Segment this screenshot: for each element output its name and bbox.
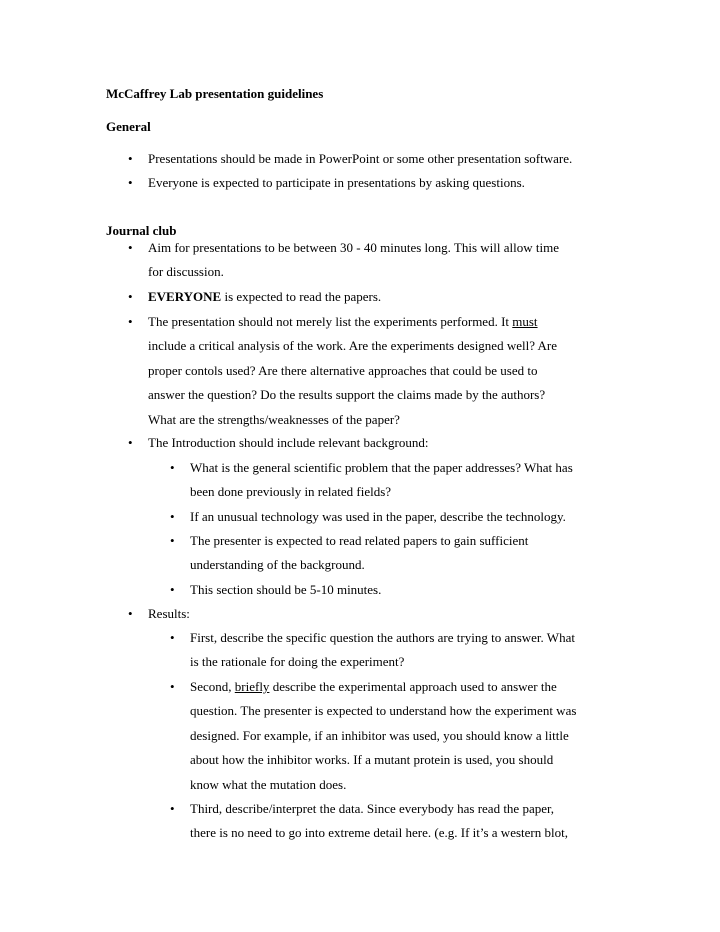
bullet-icon: • bbox=[170, 801, 175, 816]
underlined-text: must bbox=[512, 314, 538, 329]
bullet-icon: • bbox=[170, 533, 175, 548]
emphasis-text: EVERYONE bbox=[148, 289, 222, 304]
list-item-text: Everyone is expected to participate in presentations by asking questions. bbox=[148, 175, 525, 190]
list-item bbox=[128, 171, 628, 195]
list-item-text: describe the experimental approach used to answer the bbox=[269, 679, 557, 694]
list-item-text: The presentation should not merely list the experiments performed. It bbox=[148, 314, 513, 329]
list-item-line: know what the mutation does. bbox=[190, 776, 347, 792]
list-item bbox=[128, 310, 628, 432]
sub-list-item bbox=[170, 626, 630, 675]
list-item-line: understanding of the background. bbox=[190, 557, 365, 573]
bullet-icon: • bbox=[170, 630, 175, 645]
list-item-text: is expected to read the papers. bbox=[221, 289, 382, 304]
list-item bbox=[128, 236, 628, 285]
list-item-line: been done previously in related fields? bbox=[190, 484, 392, 500]
bullet-icon: • bbox=[170, 509, 175, 524]
list-item-line: include a critical analysis of the work. Are the experiments designed well? Are bbox=[148, 338, 557, 354]
list-item bbox=[128, 285, 628, 309]
list-item-line: for discussion. bbox=[148, 264, 224, 280]
list-item bbox=[128, 431, 628, 455]
sub-list-item bbox=[170, 578, 630, 602]
list-item-line: Aim for presentations to be between 30 - 40 minutes long. This will allow time bbox=[148, 240, 559, 255]
bullet-icon: • bbox=[128, 151, 133, 166]
sub-list-item bbox=[170, 505, 630, 529]
list-item-text: If an unusual technology was used in the paper, describe the technology. bbox=[190, 509, 566, 524]
list-item-text: This section should be 5-10 minutes. bbox=[190, 582, 382, 597]
sub-list-item bbox=[170, 529, 630, 578]
list-item-line: question. The presenter is expected to understand how the experiment was bbox=[190, 703, 577, 719]
underlined-text: briefly bbox=[234, 679, 270, 694]
list-item-line bbox=[190, 675, 630, 699]
list-item-text: The Introduction should include relevant background: bbox=[148, 435, 429, 450]
sub-list-item bbox=[170, 456, 630, 505]
list-item bbox=[128, 602, 628, 626]
bullet-icon: • bbox=[128, 606, 133, 621]
list-item-line: proper contols used? Are there alternative approaches that could be used to bbox=[148, 362, 538, 378]
list-item-line: about how the inhibitor works. If a mutant protein is used, you should bbox=[190, 752, 554, 768]
bullet-icon: • bbox=[128, 314, 133, 329]
bullet-icon: • bbox=[128, 175, 133, 190]
bullet-icon: • bbox=[170, 460, 175, 475]
list-item-line: is the rationale for doing the experiment? bbox=[190, 654, 405, 670]
list-item-text: Second, bbox=[190, 679, 235, 694]
list-item-line bbox=[148, 310, 628, 334]
list-item-line: designed. For example, if an inhibitor was used, you should know a little bbox=[190, 727, 569, 743]
list-item-line: Third, describe/interpret the data. Since everybody has read the paper, bbox=[190, 801, 555, 816]
list-item-line: there is no need to go into extreme detail here. (e.g. If it’s a western blot, bbox=[190, 825, 568, 841]
list-item-line: The presenter is expected to read related papers to gain sufficient bbox=[190, 533, 529, 548]
sub-list-item bbox=[170, 797, 630, 846]
bullet-icon: • bbox=[128, 240, 133, 255]
bullet-icon: • bbox=[128, 435, 133, 450]
list-item-line: What are the strengths/weaknesses of the paper? bbox=[148, 411, 400, 427]
list-item-line: First, describe the specific question the authors are trying to answer. What bbox=[190, 630, 575, 645]
bullet-icon: • bbox=[170, 582, 175, 597]
sub-list-item bbox=[170, 675, 630, 797]
list-item-text: Results: bbox=[148, 606, 190, 621]
bullet-icon: • bbox=[128, 289, 133, 304]
bullet-icon: • bbox=[170, 679, 175, 694]
list-item-line: What is the general scientific problem that the paper addresses? What has bbox=[190, 460, 573, 475]
list-item-text: Presentations should be made in PowerPoint or some other presentation software. bbox=[148, 151, 573, 166]
list-item bbox=[128, 147, 628, 171]
document-title: McCaffrey Lab presentation guidelines bbox=[106, 86, 324, 101]
journal-club-heading: Journal club bbox=[106, 223, 177, 238]
list-item-line: answer the question? Do the results support the claims made by the authors? bbox=[148, 387, 546, 403]
general-heading: General bbox=[106, 119, 151, 134]
